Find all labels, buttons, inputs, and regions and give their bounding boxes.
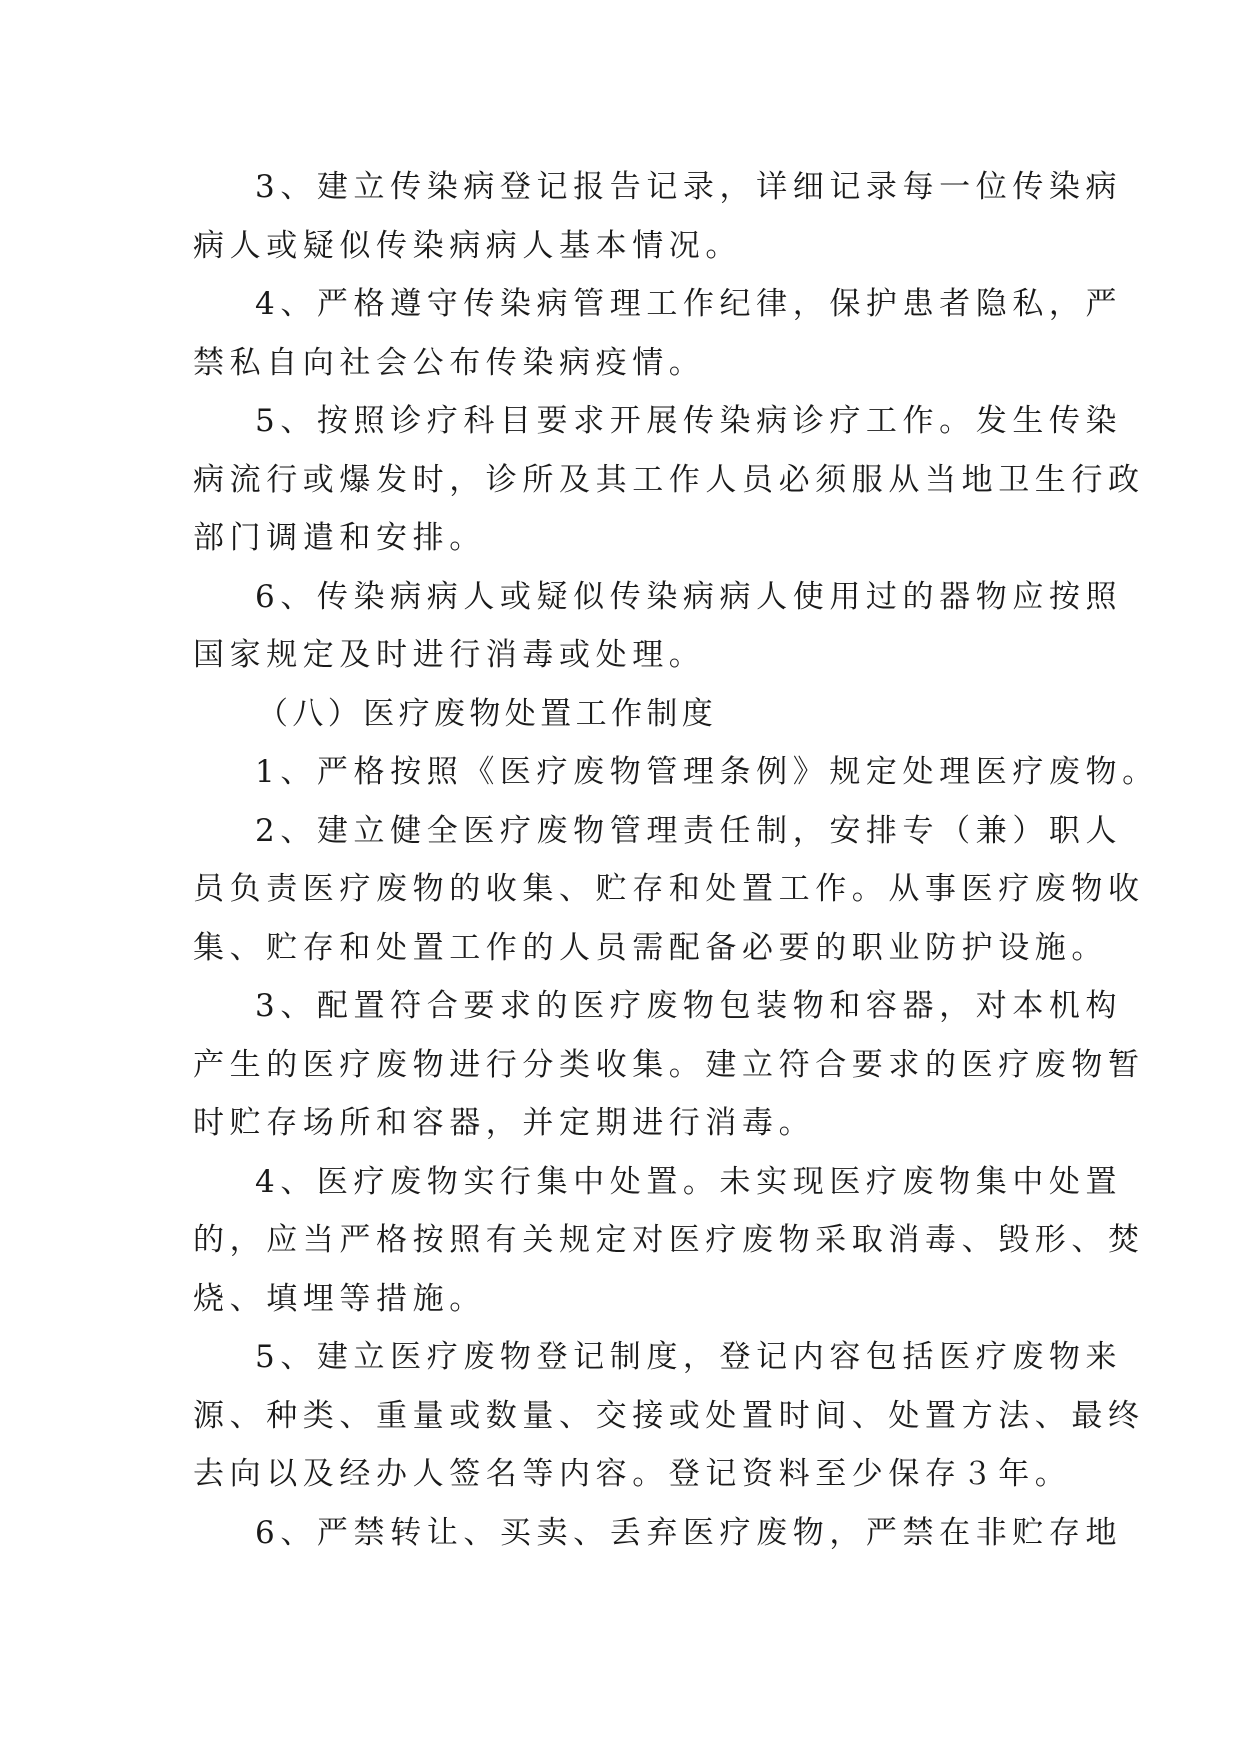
item-5-line-2: 源、种类、重量或数量、交接或处置时间、处置方法、最终: [193, 1397, 1145, 1434]
paragraph-5-line-3: 部门调遣和安排。: [193, 520, 486, 556]
document-body: [193, 158, 1159, 1562]
paragraph-6-line-2: 国家规定及时进行消毒或处理。: [193, 637, 706, 673]
item-3-line-3: 时贮存场所和容器，并定期进行消毒。: [193, 1105, 816, 1141]
item-3-line-2: 产生的医疗废物进行分类收集。建立符合要求的医疗废物暂: [193, 1046, 1145, 1083]
item-4-line-3: 烧、填埋等措施。: [193, 1280, 486, 1317]
paragraph-5-line-2: 病流行或爆发时，诊所及其工作人员必须服从当地卫生行政: [193, 461, 1145, 498]
paragraph-4-line-2: 禁私自向社会公布传染病疫情。: [193, 344, 706, 381]
item-6-line-1: 6、严禁转让、买卖、丢弃医疗废物，严禁在非贮存地: [255, 1514, 1123, 1551]
section-heading: （八）医疗废物处置工作制度: [257, 695, 718, 732]
item-1-line-1: 1、严格按照《医疗废物管理条例》规定处理医疗废物。: [255, 754, 1159, 790]
item-4-line-1: 4、医疗废物实行集中处置。未实现医疗废物集中处置: [255, 1163, 1123, 1200]
item-4-line-2: 的，应当严格按照有关规定对医疗废物采取消毒、毁形、焚: [193, 1222, 1145, 1258]
paragraph-5-line-1: 5、按照诊疗科目要求开展传染病诊疗工作。发生传染: [255, 403, 1123, 439]
item-5-line-1: 5、建立医疗废物登记制度，登记内容包括医疗废物来: [255, 1339, 1123, 1375]
item-5-line-3: 去向以及经办人签名等内容。登记资料至少保存３年。: [193, 1456, 1072, 1492]
item-2-line-3: 集、贮存和处置工作的人员需配备必要的职业防护设施。: [193, 929, 1108, 966]
paragraph-4-line-1: 4、严格遵守传染病管理工作纪律，保护患者隐私，严: [255, 286, 1123, 322]
item-2-line-1: 2、建立健全医疗废物管理责任制，安排专（兼）职人: [255, 812, 1123, 849]
paragraph-3-line-2: 病人或疑似传染病病人基本情况。: [193, 227, 742, 264]
item-3-line-1: 3、配置符合要求的医疗废物包装物和容器，对本机构: [255, 988, 1123, 1024]
paragraph-6-line-1: 6、传染病病人或疑似传染病病人使用过的器物应按照: [255, 578, 1123, 615]
item-2-line-2: 员负责医疗废物的收集、贮存和处置工作。从事医疗废物收: [193, 871, 1145, 907]
paragraph-3-line-1: 3、建立传染病登记报告记录，详细记录每一位传染病: [255, 169, 1123, 205]
